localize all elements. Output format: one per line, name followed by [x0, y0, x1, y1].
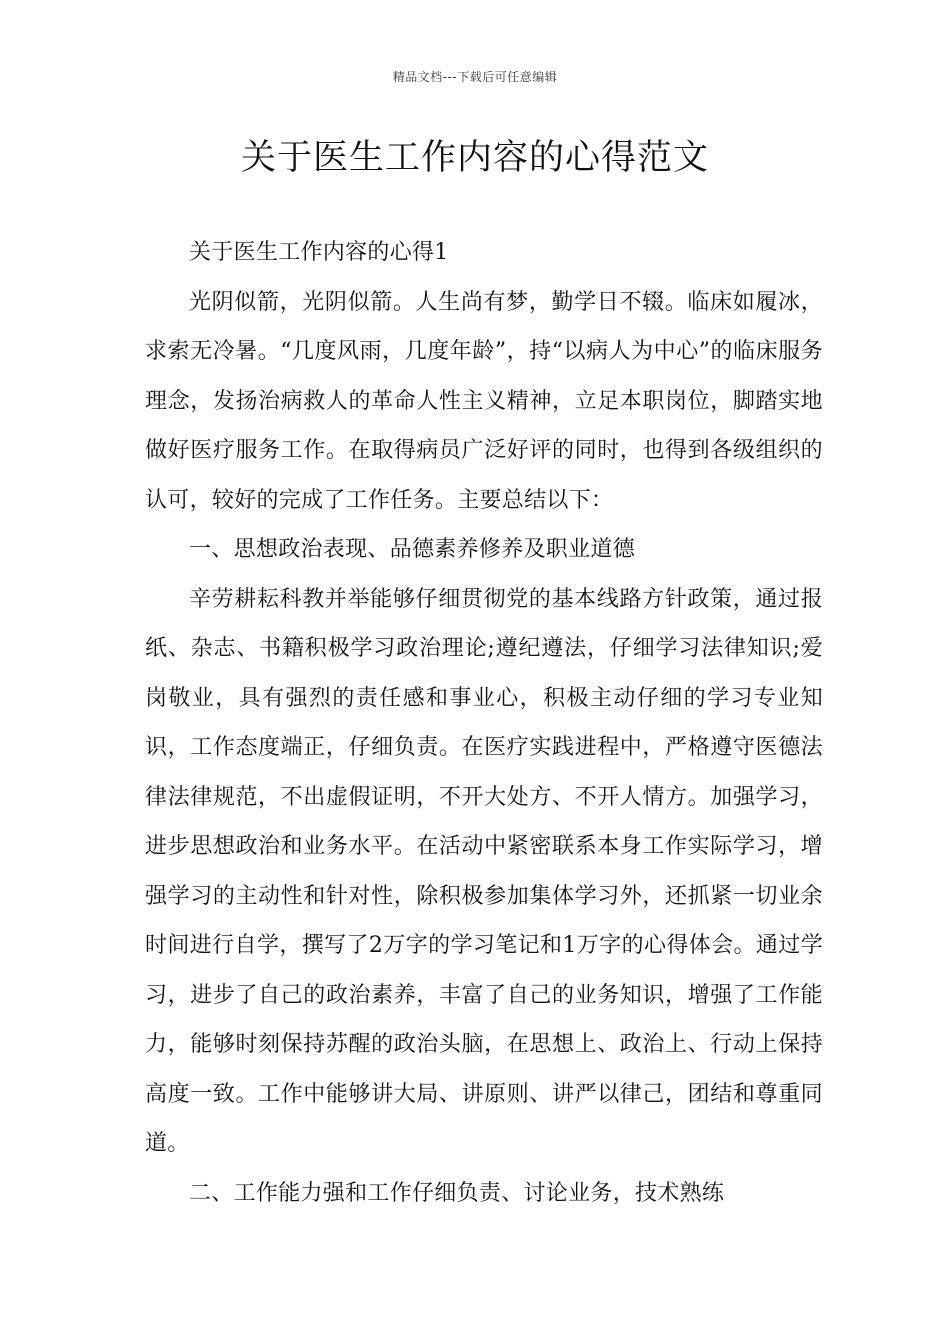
document-body [145, 228, 823, 1218]
page-header: 精品文档---下载后可任意编辑 [392, 70, 558, 84]
paragraph-intro: 光阴似箭，光阴似箭。人生尚有梦，勤学日不辍。临床如履冰，求索无冷暑。“几度风雨，几度年龄”，持“以病人为中心”的临床服务理念，发扬治病救人的革命人性主义精神，立足本职岗位，脚踏实地做好医疗服务工作。在取得病员广泛好评的同时，也得到各级组织的认可，较好的完成了工作任务。主要总结以下： [145, 289, 823, 513]
document-title: 关于医生工作内容的心得范文 [240, 138, 709, 178]
section-heading-1: 关于医生工作内容的心得1 [189, 240, 449, 265]
section-heading-ability: 二、工作能力强和工作仔细负责、讨论业务，技术熟练 [189, 1180, 725, 1206]
section-heading-ideology: 一、思想政治表现、品德素养修养及职业道德 [189, 537, 636, 562]
paragraph-ideology: 辛劳耕耘科教并举能够仔细贯彻党的基本线路方针政策，通过报纸、杂志、书籍积极学习政治理论;遵纪遵法，仔细学习法律知识;爱岗敬业，具有强烈的责任感和事业心，积极主动仔细的学习专业知识，工作态度端正，仔细负责。在医疗实践进程中，严格遵守医德法律法律规范，不出虚假证明，不开大处方、不开人情方。加强学习，进步思想政治和业务水平。在活动中紧密联系本身工作实际学习，增强学习的主动性和针对性，除积极参加集体学习外，还抓紧一切业余时间进行自学，撰写了2万字的学习笔记和1万字的心得体会。通过学习，进步了自己的政治素养，丰富了自己的业务知识，增强了工作能力，能够时刻保持苏醒的政治头脑，在思想上、政治上、行动上保持高度一致。工作中能够讲大局、讲原则、讲严以律己，团结和尊重同道。 [145, 586, 823, 1156]
